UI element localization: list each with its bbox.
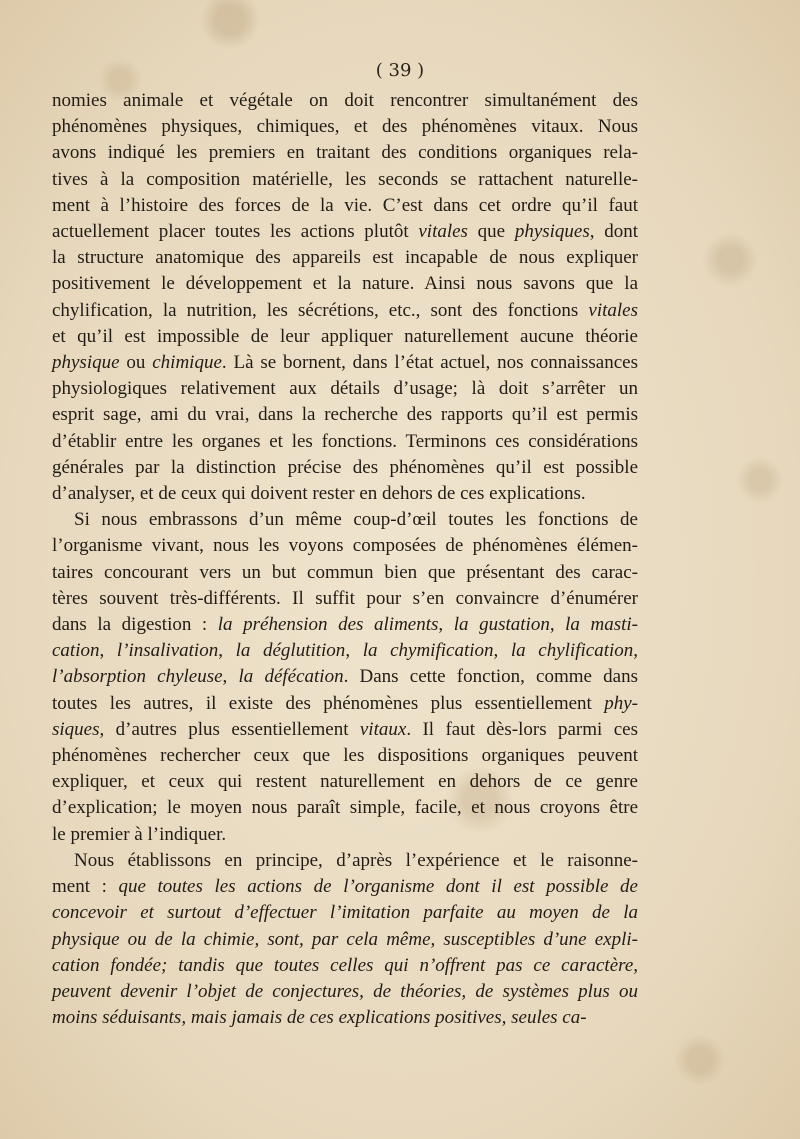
- text-line: dans la digestion : la préhension des aliments, la gustation, la masti-: [52, 614, 639, 636]
- text-line: chylification, la nutrition, les sécrétions, etc., sont des fonctions vitales: [52, 299, 638, 321]
- text-line: phénomènes rechercher ceux que les dispositions organiques peuvent: [52, 745, 638, 767]
- text-line: nomies animale et végétale on doit rencontrer simultanément des: [52, 90, 638, 111]
- text-line: tives à la composition matérielle, les seconds se rattachent naturelle-: [52, 168, 638, 190]
- text-line: la structure anatomique des appareils est incapable de nous expliquer: [52, 247, 638, 269]
- text-line: toutes les autres, il existe des phénomènes plus essentiellement phy-: [52, 692, 638, 714]
- text-line: tères souvent très-différents. Il suffit pour s’en convaincre d’énumérer: [52, 587, 638, 609]
- text-line: cation, l’insalivation, la déglutition, la chymification, la chylification,: [52, 640, 639, 662]
- body-text: [52, 88, 638, 1031]
- text-line: d’explication; le moyen nous paraît simple, facile, et nous croyons être: [52, 797, 638, 819]
- text-line: Nous établissons en principe, d’après l’expérience et le raisonne-: [74, 849, 638, 871]
- text-line: l’absorption chyleuse, la défécation. Dans cette fonction, comme dans: [52, 666, 638, 688]
- text-line: ment à l’histoire des forces de la vie. C’est dans cet ordre qu’il faut: [52, 194, 638, 216]
- page-number: ( 39 ): [375, 60, 425, 81]
- text-line: actuellement placer toutes les actions plutôt vitales que physiques, dont: [52, 221, 639, 243]
- text-line: ment : que toutes les actions de l’organisme dont il est possible de: [52, 876, 638, 898]
- text-line: concevoir et surtout d’effectuer l’imitation parfaite au moyen de la: [52, 902, 638, 924]
- text-line: physiologiques relativement aux détails d’usage; là doit s’arrêter un: [52, 378, 638, 400]
- text-line: physique ou de la chimie, sont, par cela même, susceptibles d’une expli-: [52, 928, 638, 950]
- text-line: esprit sage, ami du vrai, dans la recherche des rapports qu’il est permis: [52, 404, 638, 426]
- text-line: Si nous embrassons d’un même coup-d’œil toutes les fonctions de: [74, 509, 638, 531]
- text-line: d’analyser, et de ceux qui doivent rester en dehors de ces explications.: [52, 483, 586, 505]
- text-line: cation fondée; tandis que toutes celles qui n’offrent pas ce caractère,: [52, 954, 638, 976]
- text-line: générales par la distinction précise des phénomènes qu’il est possible: [52, 456, 638, 478]
- text-line: d’établir entre les organes et les fonctions. Terminons ces considérations: [52, 430, 638, 452]
- text-line: et qu’il est impossible de leur appliquer naturellement aucune théorie: [52, 325, 638, 347]
- text-line: phénomènes physiques, chimiques, et des phénomènes vitaux. Nous: [52, 116, 638, 138]
- text-line: l’organisme vivant, nous les voyons composées de phénomènes élémen-: [52, 535, 638, 557]
- text-line: le premier à l’indiquer.: [52, 823, 227, 845]
- text-line: positivement le développement et la nature. Ainsi nous savons que la: [52, 273, 638, 295]
- text-line: moins séduisants, mais jamais de ces explications positives, seules ca-: [52, 1007, 587, 1029]
- text-line: siques, d’autres plus essentiellement vitaux. Il faut dès-lors parmi ces: [52, 718, 638, 740]
- text-line: expliquer, et ceux qui restent naturellement en dehors de ce genre: [52, 771, 638, 793]
- text-line: peuvent devenir l’objet de conjectures, de théories, de systèmes plus ou: [52, 980, 638, 1002]
- text-line: avons indiqué les premiers en traitant des conditions organiques rela-: [52, 142, 638, 164]
- text-line: physique ou chimique. Là se bornent, dans l’état actuel, nos connaissances: [52, 352, 639, 374]
- text-line: taires concourant vers un but commun bien que présentant des carac-: [52, 561, 638, 583]
